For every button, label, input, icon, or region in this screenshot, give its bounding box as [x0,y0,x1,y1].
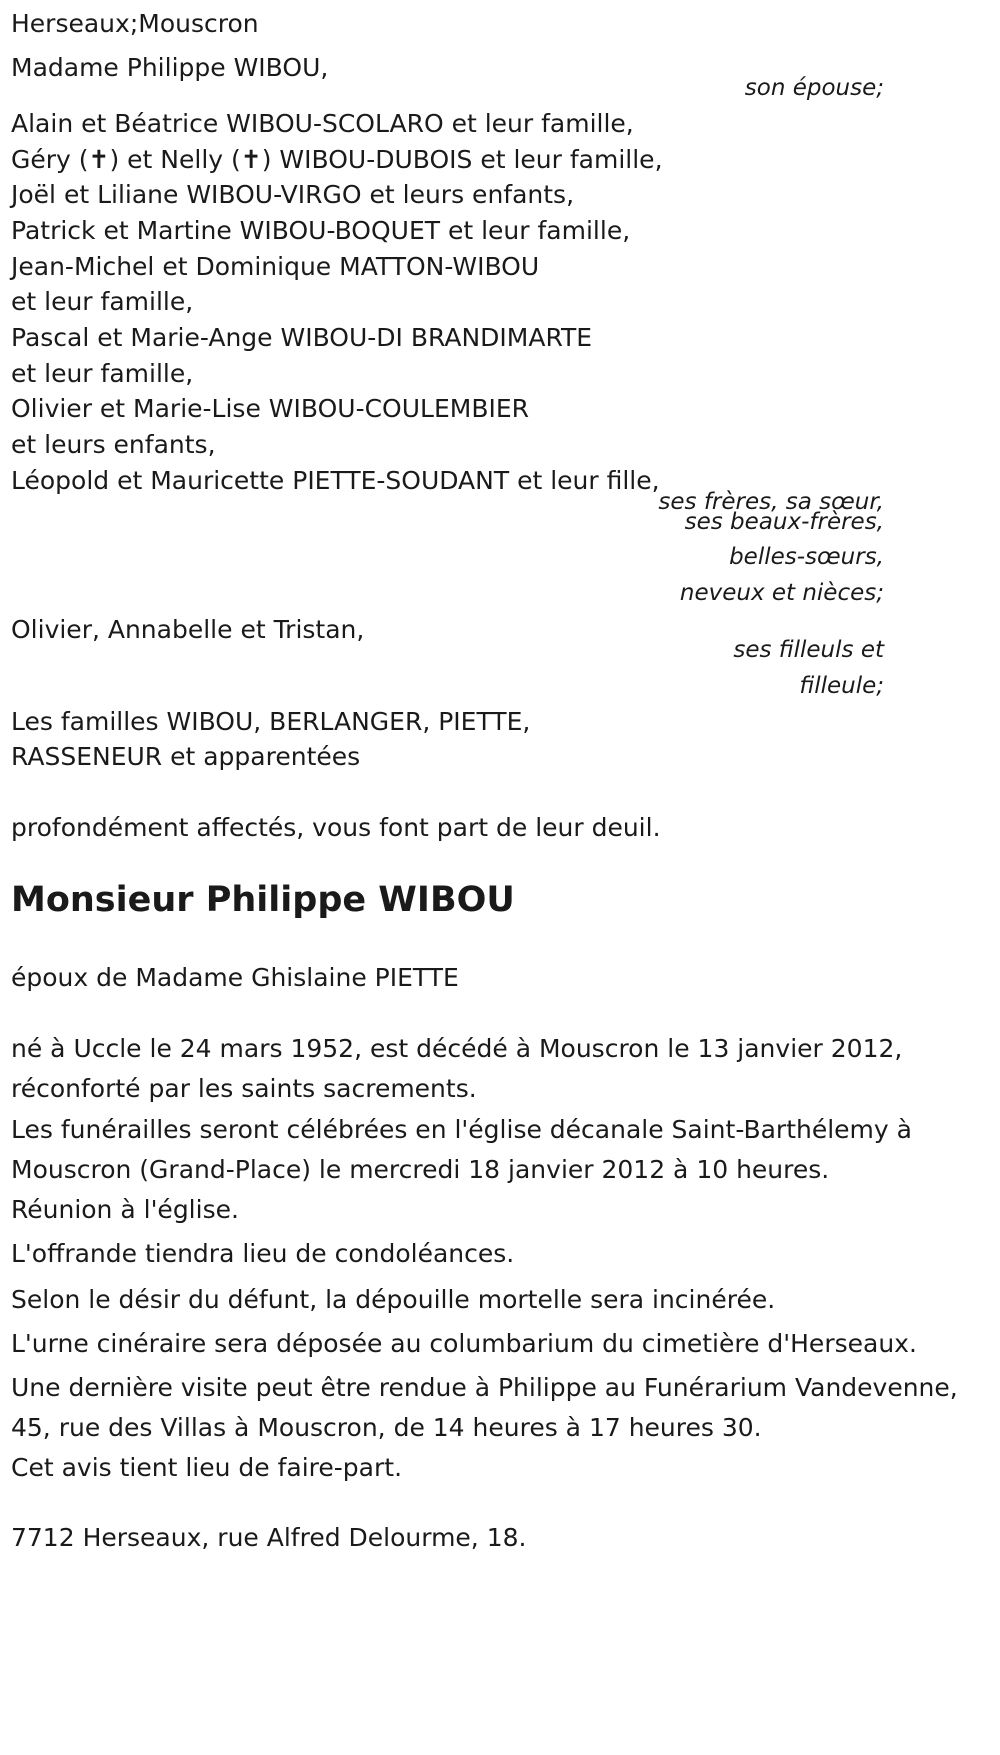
godchildren-names: Olivier, Annabelle et Tristan, [11,615,365,644]
detail-cremation: Selon le désir du défunt, la dépouille mortelle sera incinérée. [11,1285,776,1314]
siblings-role: belles-sœurs, [729,544,884,570]
detail-urn: L'urne cinéraire sera déposée au columbarium du cimetière d'Herseaux. [11,1329,917,1358]
godchildren-role: filleule; [799,673,884,699]
families-line: RASSENEUR et apparentées [11,742,361,771]
spouse-role: son épouse; [744,75,884,101]
godchildren-role: ses filleuls et [733,637,884,663]
announcement-text: profondément affectés, vous font part de leur deuil. [11,813,661,842]
sibling-line: Pascal et Marie-Ange WIBOU-DI BRANDIMARTE [11,323,593,352]
detail-birth-death: né à Uccle le 24 mars 1952, est décédé à Mouscron le 13 janvier 2012, réconforté par les saints sacrements. [11,1034,903,1103]
sibling-line: et leur famille, [11,359,194,388]
sibling-line: Géry (✝) et Nelly (✝) WIBOU-DUBOIS et leur famille, [11,145,663,174]
sibling-line: et leur famille, [11,287,194,316]
deceased-spouse: époux de Madame Ghislaine PIETTE [11,963,459,992]
deceased-name: Monsieur Philippe WIBOU [11,880,515,920]
location-header: Herseaux;Mouscron [11,9,259,38]
sibling-line: Joël et Liliane WIBOU-VIRGO et leurs enfants, [11,180,575,209]
detail-gathering: Réunion à l'église. [11,1195,239,1224]
sibling-line: Olivier et Marie-Lise WIBOU-COULEMBIER [11,394,530,423]
families-line: Les familles WIBOU, BERLANGER, PIETTE, [11,707,531,736]
sibling-line: Jean-Michel et Dominique MATTON-WIBOU [11,252,540,281]
detail-offering: L'offrande tiendra lieu de condoléances. [11,1239,515,1268]
sibling-line: et leurs enfants, [11,430,216,459]
detail-visit: Une dernière visite peut être rendue à Philippe au Funérarium Vandevenne, 45, rue des Villas à Mouscron, de 14 heures à 17 heures 30. [11,1373,958,1442]
sibling-line: Patrick et Martine WIBOU-BOQUET et leur famille, [11,216,631,245]
spouse-name: Madame Philippe WIBOU, [11,53,329,82]
detail-funeral: Les funérailles seront célébrées en l'église décanale Saint-Barthélemy à Mouscron (Grand-Place) le mercredi 18 janvier 2012 à 10 heures. [11,1115,912,1184]
siblings-role: ses frères, sa sœur, [658,489,884,515]
address: 7712 Herseaux, rue Alfred Delourme, 18. [11,1523,527,1552]
siblings-role: neveux et nièces; [679,580,884,606]
siblings-role: ses beaux-frères, [684,509,884,535]
detail-notice: Cet avis tient lieu de faire-part. [11,1453,403,1482]
sibling-line: Alain et Béatrice WIBOU-SCOLARO et leur famille, [11,109,634,138]
sibling-line: Léopold et Mauricette PIETTE-SOUDANT et leur fille, [11,466,660,495]
